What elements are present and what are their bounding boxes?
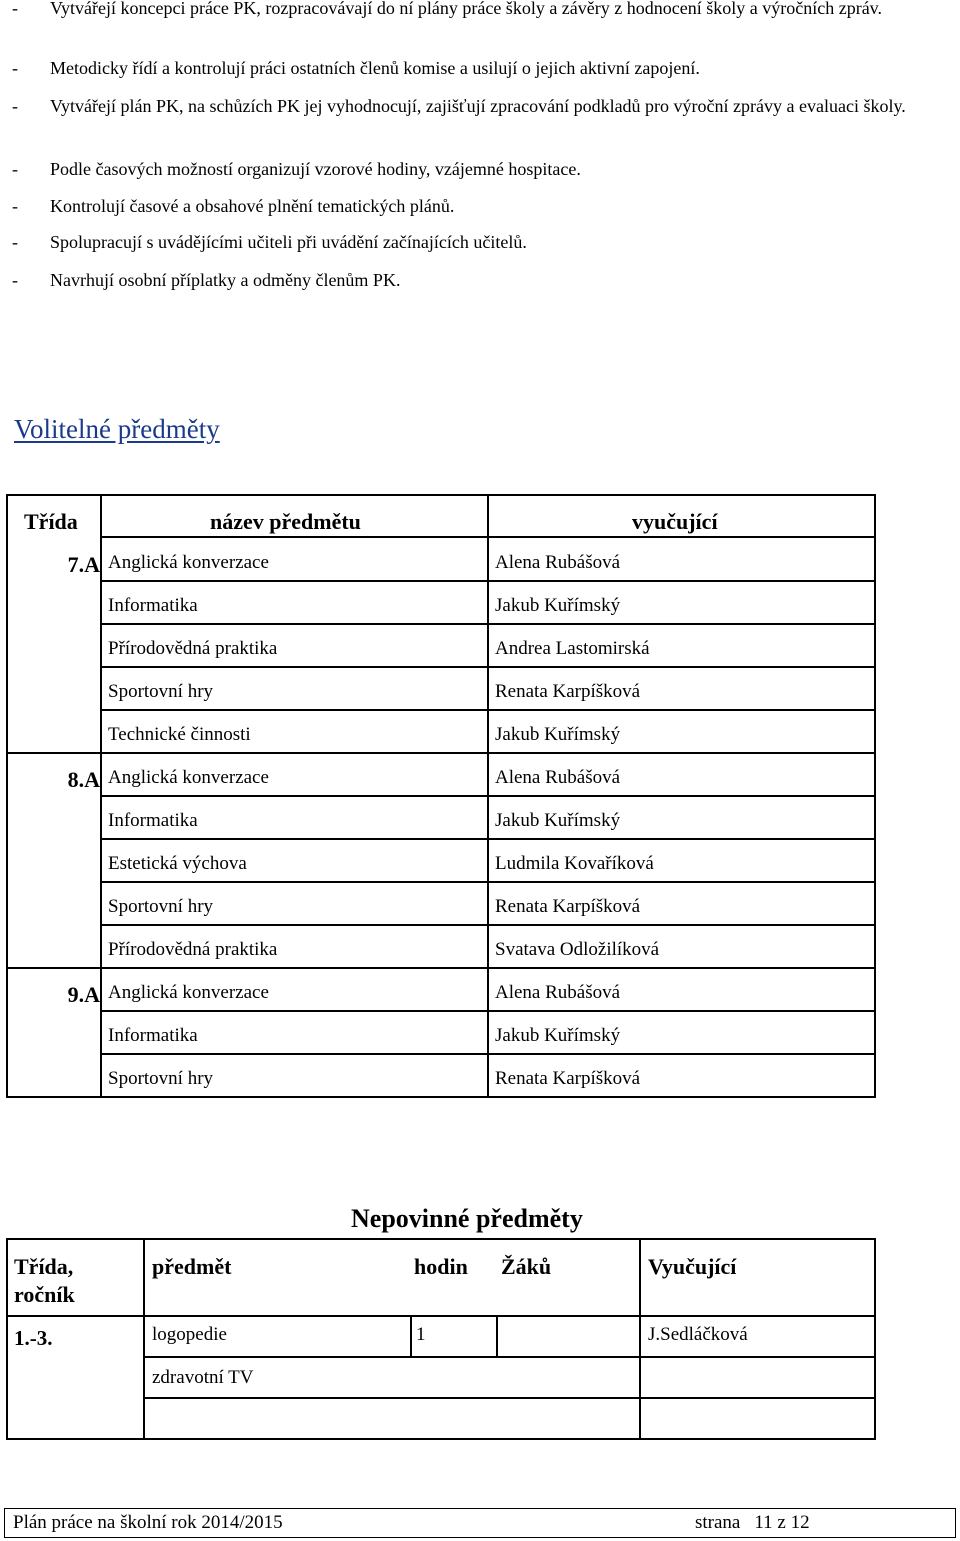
class-label: 8.A [67,767,100,792]
subject-cell: Anglická konverzace [108,767,269,788]
row-divider [143,1397,876,1399]
teacher-cell: Jakub Kuřímský [495,1025,621,1046]
subject-cell: Přírodovědná praktika [108,638,278,659]
column-divider [496,1315,498,1356]
class-label: 7.A [67,552,100,577]
header-class: Třída, ročník [14,1254,75,1307]
column-divider [639,1238,641,1440]
header-class: Třída [24,509,78,534]
teacher-cell: Alena Rubášová [495,552,621,573]
teacher-cell: Jakub Kuřímský [495,724,621,745]
class-label: 1.-3. [14,1326,53,1350]
teacher-cell: Renata Karpíšková [495,1068,641,1089]
nepovinne-table [6,1238,876,1440]
teacher-cell: Jakub Kuřímský [495,810,621,831]
footer-title: Plán práce na školní rok 2014/2015 [13,1512,283,1533]
teacher-cell: Andrea Lastomirská [495,638,650,659]
subject-cell: zdravotní TV [152,1367,254,1388]
subject-cell: Anglická konverzace [108,982,269,1003]
page-number: strana 11 z 12 [695,1512,810,1533]
subject-cell: Sportovní hry [108,1068,214,1089]
subject-cell: Estetická výchova [108,853,247,874]
row-divider [100,1010,876,1012]
section-title-volitelne: Volitelné předměty [14,414,220,444]
row-divider [100,666,876,668]
header-subject: předmět [152,1254,232,1279]
header-hours: hodin [414,1254,468,1279]
row-divider [100,623,876,625]
teacher-cell: Jakub Kuřímský [495,595,621,616]
row-divider [100,795,876,797]
subject-cell: Přírodovědná praktika [108,939,278,960]
volitelne-table [6,494,876,1098]
header-teacher: vyučující [632,509,718,534]
teacher-cell: Renata Karpíšková [495,896,641,917]
row-divider [100,536,876,538]
subject-cell: logopedie [152,1324,227,1345]
row-divider [100,967,876,969]
row-divider [100,924,876,926]
subject-cell: Informatika [108,595,198,616]
row-divider [100,752,876,754]
row-divider [100,881,876,883]
subject-cell: Technické činnosti [108,724,251,745]
row-divider [6,1315,876,1317]
column-divider [410,1315,412,1356]
header-pupils: Žáků [501,1254,552,1279]
column-divider [143,1238,145,1440]
row-divider [100,1053,876,1055]
group-divider [6,967,102,969]
teacher-cell: Svatava Odložilíková [495,939,660,960]
class-label: 9.A [67,982,100,1007]
hours-cell: 1 [416,1324,426,1345]
subject-cell: Sportovní hry [108,681,214,702]
section-title-nepovinne: Nepovinné předměty [351,1204,583,1233]
row-divider [100,838,876,840]
teacher-cell: Renata Karpíšková [495,681,641,702]
teacher-cell: Alena Rubášová [495,767,621,788]
subject-cell: Informatika [108,810,198,831]
teacher-cell: Ludmila Kovaříková [495,853,654,874]
row-divider [100,709,876,711]
teacher-cell: Alena Rubášová [495,982,621,1003]
header-subject: název předmětu [210,509,361,534]
header-teacher: Vyučující [648,1254,737,1279]
teacher-cell: J.Sedláčková [648,1324,748,1345]
row-divider [100,580,876,582]
subject-cell: Sportovní hry [108,896,214,917]
row-divider [143,1356,876,1358]
page-footer [4,1508,956,1538]
subject-cell: Anglická konverzace [108,552,269,573]
subject-cell: Informatika [108,1025,198,1046]
group-divider [6,752,102,754]
